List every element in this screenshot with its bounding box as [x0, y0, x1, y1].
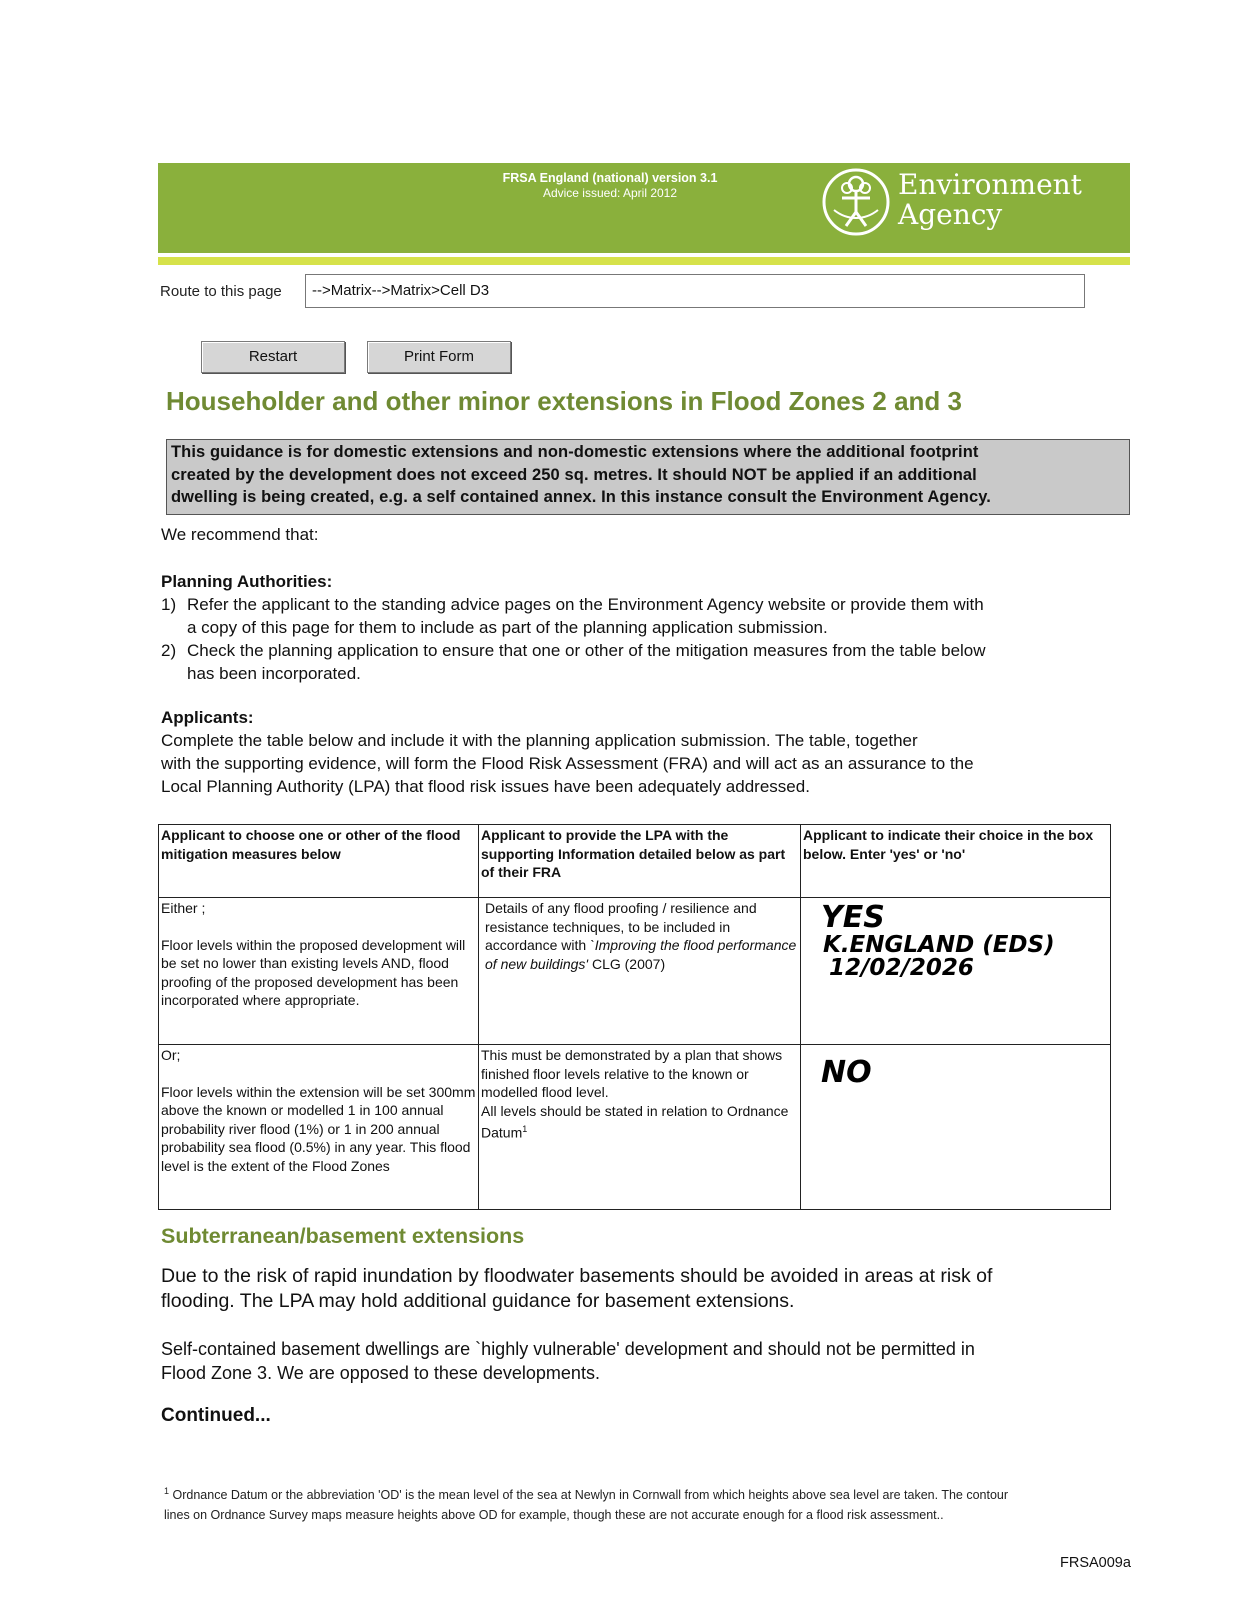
list-item — [161, 593, 1121, 639]
mitigation-table — [158, 824, 1111, 1210]
signature-date: 12/02/2026 — [829, 955, 974, 981]
footnote — [164, 1481, 1124, 1525]
planning-heading: Planning Authorities: — [161, 572, 333, 591]
info-text: CLG (2007) — [588, 955, 666, 972]
intro-text: We recommend that: — [161, 525, 319, 544]
guidance-line: This guidance is for domestic extensions and non-domestic extensions where the additional footprint — [171, 443, 979, 461]
table-header-row — [159, 825, 1111, 898]
applicants-text — [161, 729, 1121, 798]
paragraph-line: Self-contained basement dwellings are `highly vulnerable' development and should not be permitted in — [161, 1339, 975, 1359]
list-number: 2) — [161, 641, 177, 660]
environment-agency-logo-icon — [820, 166, 892, 238]
info-cell — [479, 898, 801, 1045]
signature-text: K.ENGLAND (EDS) — [823, 931, 1055, 958]
info-text: Details of any flood proofing / resilience and resistance techniques, to be included in accordance with — [485, 900, 757, 953]
measure-text: Floor levels within the proposed development will be set no lower than existing levels AND, flood proofing of the proposed development has been incorporated where appropriate. — [161, 936, 466, 1008]
version-line: FRSA England (national) version 3.1 — [502, 171, 718, 185]
list-number: 1) — [161, 595, 177, 614]
basement-paragraph-2 — [161, 1337, 1121, 1385]
page-title: Householder and other minor extensions in Flood Zones 2 and 3 — [166, 386, 962, 416]
measure-text: Floor levels within the extension will be set 300mm above the known or modelled 1 in 100 annual probability river flood (1%) or 1 in 200 annual probability sea flood (0.5%) in any year. This flood level is the extent of the Flood Zones — [161, 1083, 476, 1174]
footnote-mark: 1 — [164, 1486, 170, 1496]
continued-label: Continued... — [161, 1405, 271, 1426]
header-accent-line — [158, 257, 1130, 265]
choice-cell[interactable] — [801, 1045, 1111, 1210]
applicants-line: Complete the table below and include it with the planning application submission. The table, together — [161, 731, 918, 750]
table-header-cell: Applicant to provide the LPA with the supporting Information detailed below as part of their FRA — [479, 825, 801, 898]
planning-list — [161, 593, 1121, 685]
table-row — [159, 898, 1111, 1045]
guidance-line: created by the development does not exceed 250 sq. metres. It should NOT be applied if an additional — [171, 465, 977, 484]
table-header-cell: Applicant to choose one or other of the flood mitigation measures below — [159, 825, 479, 898]
guidance-line: dwelling is being created, e.g. a self contained annex. In this instance consult the Environment Agency. — [171, 488, 991, 506]
footnote-line: lines on Ordnance Survey maps measure heights above OD for example, though these are not accurate enough for a flood risk assessment.. — [164, 1508, 944, 1523]
route-label: Route to this page — [160, 283, 282, 300]
info-cell — [479, 1045, 801, 1210]
measure-lead: Either ; — [161, 900, 206, 916]
applicants-line: Local Planning Authority (LPA) that flood risk issues have been adequately addressed. — [161, 777, 810, 796]
applicants-line: with the supporting evidence, will form the Flood Risk Assessment (FRA) and will act as an assurance to the — [161, 754, 974, 773]
version-info — [440, 171, 780, 201]
logo-line-1: Environment — [898, 168, 1082, 201]
paragraph-line: Flood Zone 3. We are opposed to these developments. — [161, 1363, 600, 1383]
print-form-button[interactable]: Print Form — [367, 341, 511, 373]
list-text: a copy of this page for them to include as part of the planning application submission. — [187, 618, 828, 637]
choice-cell[interactable] — [801, 898, 1111, 1045]
measure-cell — [159, 898, 479, 1045]
measure-cell — [159, 1045, 479, 1210]
footnote-ref: 1 — [522, 1124, 528, 1134]
applicants-heading: Applicants: — [161, 708, 254, 727]
advice-date: Advice issued: April 2012 — [542, 186, 678, 200]
logo-line-2: Agency — [898, 198, 1003, 231]
info-italic-title: `Improving the flood performance of new buildings' — [485, 937, 797, 972]
section-heading: Subterranean/basement extensions — [161, 1224, 525, 1248]
restart-button[interactable]: Restart — [201, 341, 345, 373]
table-row — [159, 1045, 1111, 1210]
measure-lead: Or; — [161, 1047, 181, 1063]
footnote-line: Ordnance Datum or the abbreviation 'OD' is the mean level of the sea at Newlyn in Cornwall from which heights above sea level are taken. The contour — [172, 1488, 1009, 1503]
list-text: Check the planning application to ensure that one or other of the mitigation measures from the table below — [187, 641, 986, 660]
choice-value[interactable]: YES — [821, 900, 885, 935]
basement-paragraph-1 — [161, 1264, 1121, 1314]
paragraph-line: Due to the risk of rapid inundation by floodwater basements should be avoided in areas at risk of — [161, 1265, 993, 1287]
logo-wordmark — [898, 170, 1082, 230]
document-code: FRSA009a — [1060, 1555, 1131, 1571]
info-text: This must be demonstrated by a plan that shows finished floor levels relative to the known or modelled flood level. — [481, 1047, 783, 1100]
list-text: Refer the applicant to the standing advice pages on the Environment Agency website or provide them with — [187, 595, 984, 614]
paragraph-line: flooding. The LPA may hold additional guidance for basement extensions. — [161, 1290, 795, 1312]
list-text: has been incorporated. — [187, 664, 361, 683]
info-text: All levels should be stated in relation to Ordnance Datum — [481, 1102, 789, 1141]
choice-value[interactable]: NO — [821, 1055, 872, 1090]
table-header-cell: Applicant to indicate their choice in the box below. Enter 'yes' or 'no' — [801, 825, 1111, 898]
guidance-box — [166, 439, 1130, 515]
route-field[interactable]: -->Matrix-->Matrix>Cell D3 — [305, 274, 1085, 308]
list-item — [161, 639, 1121, 685]
